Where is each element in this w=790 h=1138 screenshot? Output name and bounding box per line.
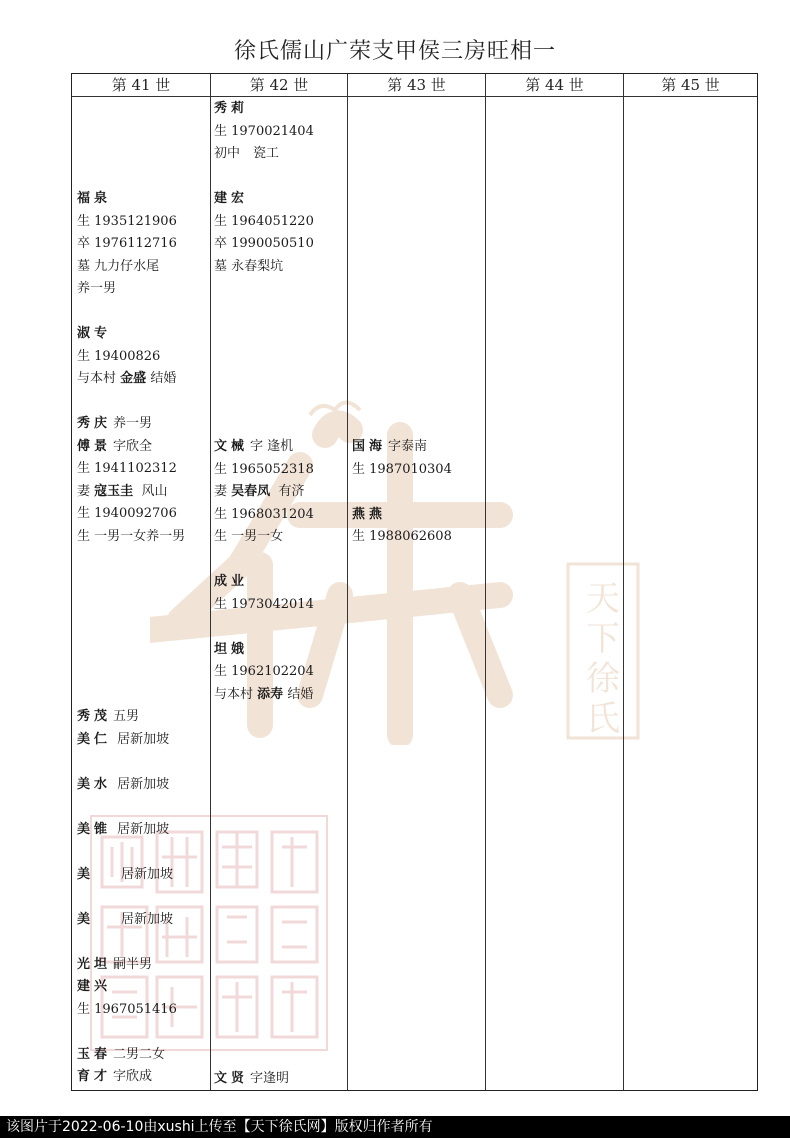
birth-date: 生 1965052318 <box>214 461 314 477</box>
spouse-birth-date: 生 1940092706 <box>77 506 177 521</box>
person-name: 福泉 <box>77 191 112 206</box>
courtesy-name: 字欣成 <box>113 1069 153 1084</box>
courtesy-name: 字逢明 <box>250 1071 290 1086</box>
occupation: 初中 瓷工 <box>214 146 280 161</box>
person-name: 燕燕 <box>352 506 387 522</box>
person-name: 美 <box>77 866 95 882</box>
column-gen-41 <box>77 188 185 548</box>
marriage-note: 与本村 金盛 结婚 <box>77 371 177 386</box>
person-name: 坦娥 <box>214 641 249 657</box>
death-date: 卒 1976112716 <box>77 236 177 251</box>
children-note: 生 一男一女 <box>214 529 284 544</box>
svg-text:徐: 徐 <box>586 659 620 699</box>
person-name: 成业 <box>214 574 249 589</box>
header-gen-42: 第 42 世 <box>249 76 309 94</box>
birth-date: 生 1987010304 <box>352 461 452 477</box>
person-name: 美水 <box>77 776 112 792</box>
person-name: 文械 <box>214 439 249 454</box>
residence-note: 居新加坡 <box>117 776 170 792</box>
svg-text:氏: 氏 <box>586 699 620 739</box>
person-name: 建兴 <box>77 979 112 994</box>
courtesy-name: 字泰南 <box>388 439 428 454</box>
person-name: 淑专 <box>77 326 112 341</box>
children-note: 二男二女 <box>113 1046 166 1062</box>
page-title: 徐氏儒山广荣支甲侯三房旺相一 <box>233 39 556 64</box>
copyright-footer: 该图片于2022-06-10由xushi上传至【天下徐氏网】版权归作者所有 <box>0 1116 790 1138</box>
column-gen-43 <box>352 436 452 549</box>
birth-date: 生 1941102312 <box>77 461 177 476</box>
marriage-note: 与本村 添寿 结婚 <box>214 686 314 702</box>
spouse-info: 妻 吴春凤 有济 <box>214 484 305 499</box>
children-note: 养一男 <box>113 416 153 431</box>
person-name: 秀茂 <box>77 709 112 724</box>
spouse-birth-date: 生 1968031204 <box>214 506 314 522</box>
adoption-note: 嗣半男 <box>113 956 153 972</box>
death-date: 卒 1990050510 <box>214 236 314 251</box>
birth-date: 生 1962102204 <box>214 664 314 679</box>
column-gen-42-middle <box>214 436 314 706</box>
person-name: 建宏 <box>214 191 249 206</box>
svg-text:下: 下 <box>586 619 620 659</box>
person-name: 美仁 <box>77 731 112 747</box>
residence-note: 居新加坡 <box>117 731 170 747</box>
tomb-location: 墓 永春梨坑 <box>214 258 284 274</box>
person-name: 秀庆 <box>77 416 112 431</box>
residence-note: 居新加坡 <box>117 821 170 837</box>
header-gen-41: 第 41 世 <box>111 76 171 94</box>
column-gen-42 <box>214 98 314 278</box>
person-name: 文贤 <box>214 1071 249 1086</box>
svg-text:天: 天 <box>586 579 620 619</box>
birth-date: 生 1970021404 <box>214 123 314 139</box>
birth-date: 生 19400826 <box>77 348 161 364</box>
children-note: 生 一男一女养一男 <box>77 528 186 544</box>
person-name: 国海 <box>352 439 387 454</box>
genealogy-table <box>71 73 758 1091</box>
person-name: 玉春 <box>77 1046 112 1062</box>
birth-date: 生 1988062608 <box>352 529 452 544</box>
children-note: 养一男 <box>77 281 117 296</box>
person-name: 秀莉 <box>214 101 249 116</box>
person-name: 育才 <box>77 1069 112 1084</box>
tomb-location: 墓 九力仔水尾 <box>77 258 160 274</box>
birth-date: 生 1935121906 <box>77 213 177 229</box>
person-name: 傅景 <box>77 438 112 454</box>
spouse-info: 妻 寇玉圭 风山 <box>77 483 168 499</box>
person-name: 美 <box>77 911 95 927</box>
header-gen-43: 第 43 世 <box>387 76 446 94</box>
header-gen-45: 第 45 世 <box>661 76 720 94</box>
courtesy-name: 字 逢机 <box>250 439 294 454</box>
column-gen-42-lower <box>214 1068 289 1091</box>
children-note: 五男 <box>113 709 140 724</box>
birth-date: 生 1973042014 <box>214 596 314 612</box>
column-gen-41-lower <box>77 706 177 1089</box>
birth-date: 生 1964051220 <box>214 213 314 229</box>
header-gen-44: 第 44 世 <box>525 76 584 94</box>
person-name: 美锥 <box>77 821 112 837</box>
residence-note: 居新加坡 <box>121 866 174 882</box>
residence-note: 居新加坡 <box>121 911 174 927</box>
courtesy-name: 字欣全 <box>113 438 153 454</box>
birth-date: 生 1967051416 <box>77 1001 177 1017</box>
person-name: 光坦 <box>77 956 112 972</box>
